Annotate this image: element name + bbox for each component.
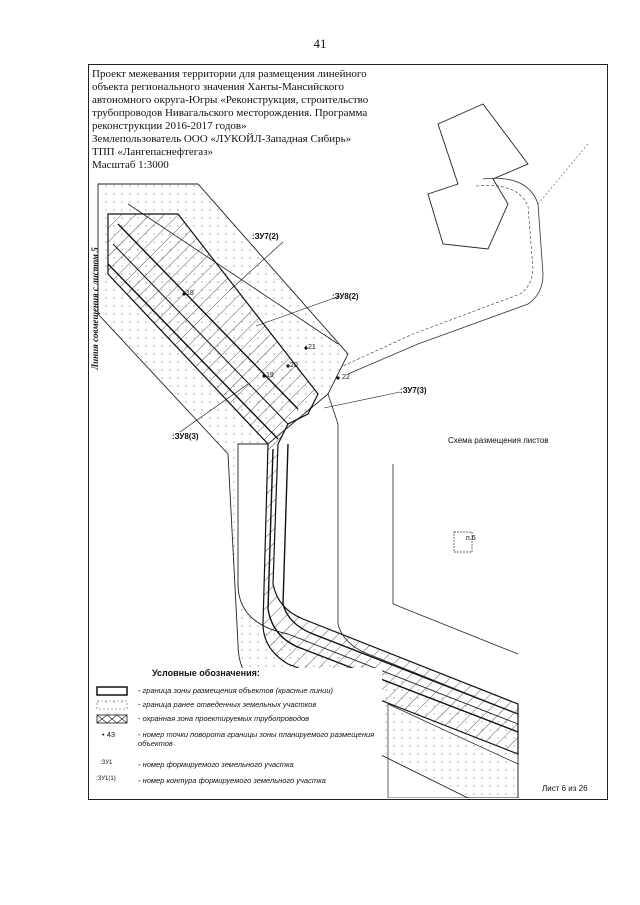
legend-text: - номер контура формируемого земельного участка — [138, 776, 326, 785]
point-label: 22 — [342, 374, 350, 381]
red-line-symbol — [96, 686, 128, 696]
legend-row — [92, 730, 382, 752]
legend-text: - граница ранее отведенных земельных участков — [138, 700, 317, 709]
legend-row — [92, 700, 382, 714]
legend-marker: • 43 — [102, 730, 116, 739]
point-label: 21 — [308, 344, 316, 351]
parcel-label-zu7-3: :ЗУ7(3) — [400, 386, 427, 395]
building-outline — [428, 104, 528, 249]
point-label: 19 — [266, 372, 274, 379]
road-curve — [348, 178, 543, 374]
title-line: Проект межевания территории для размещения линейного — [92, 68, 367, 80]
legend-title: Условные обозначения: — [152, 668, 260, 678]
page-number: 41 — [313, 36, 327, 51]
parcel-label-zu7-2: :ЗУ7(2) — [252, 232, 279, 241]
title-line: трубопроводов Нивагальского месторождения. Программа — [92, 107, 368, 119]
title-block — [92, 68, 392, 172]
title-line: автономного округа-Югры «Реконструкция, строительство — [92, 94, 369, 106]
title-line: Землепользователь ООО «ЛУКОЙЛ-Западная Сибирь» — [92, 133, 352, 145]
match-line-label: Линия совмещения с листом 5 — [90, 247, 100, 370]
legend-text: - номер точки поворота границы зоны планируемого размещения объектов — [138, 730, 375, 748]
legend-text: - охранная зона проектируемых трубопроводов — [138, 714, 310, 723]
legend-marker: :ЗУ1(1) — [96, 776, 116, 782]
legend — [92, 668, 382, 788]
scale-label: Масштаб 1:3000 — [92, 159, 169, 171]
point-label: 18 — [186, 290, 194, 297]
protection-zone-symbol — [96, 714, 128, 724]
schema-title: Схема размещения листов — [448, 436, 549, 445]
legend-row — [92, 776, 382, 790]
schema-sheet-label: п.6 — [466, 535, 476, 542]
title-line: реконструкции 2016-2017 годов» — [92, 120, 247, 132]
legend-row — [92, 686, 382, 700]
sheet-number: Лист 6 из 26 — [542, 784, 588, 793]
legend-text: - граница зоны размещения объектов (красные линии) — [138, 686, 334, 695]
allotted-land-symbol — [96, 700, 128, 710]
title-line: объекта регионального значения Ханты-Мансийского — [92, 81, 345, 93]
legend-row — [92, 714, 382, 728]
title-line: ТПП «Лангепаснефтегаз» — [92, 146, 213, 158]
parcel-label-zu8-3: :ЗУ8(3) — [172, 432, 199, 441]
legend-text: - номер формируемого земельного участка — [138, 760, 294, 769]
legend-row — [92, 760, 382, 774]
legend-marker: :ЗУ1 — [100, 760, 113, 766]
point-label: 20 — [290, 362, 298, 369]
parcel-label-zu8-2: :ЗУ8(2) — [332, 292, 359, 301]
